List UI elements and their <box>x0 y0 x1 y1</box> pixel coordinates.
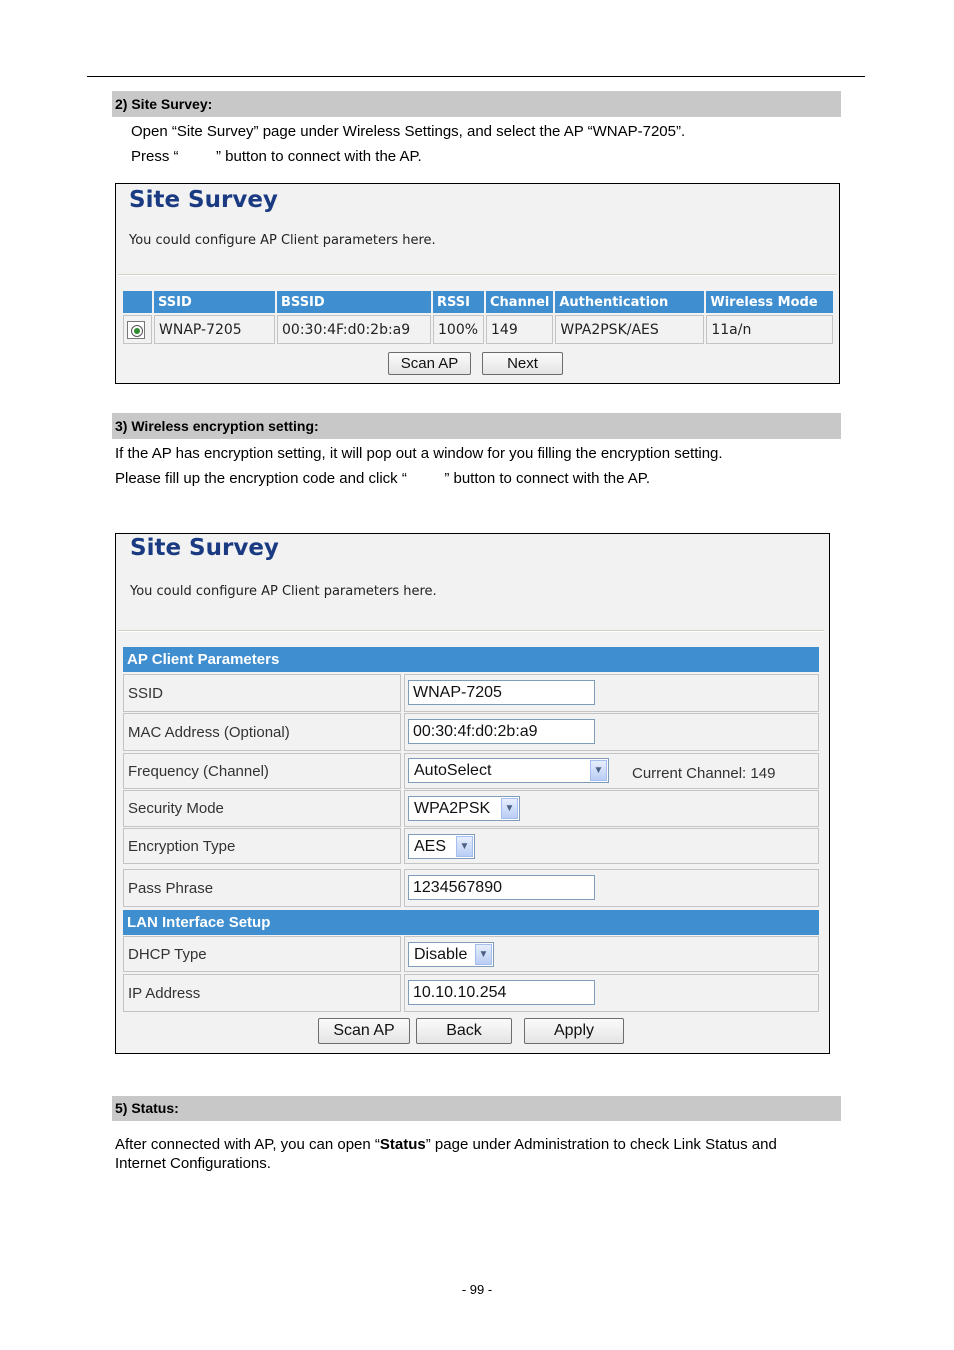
ssid-value-cell <box>404 674 819 712</box>
pass-phrase-value-cell <box>404 869 819 907</box>
column-header-wireless-mode: Wireless Mode <box>706 291 833 313</box>
security-mode-select[interactable] <box>408 796 520 821</box>
mac-address-input[interactable]: 00:30:4f:d0:2b:a9 <box>408 719 595 744</box>
chevron-down-icon[interactable]: ▼ <box>501 798 518 819</box>
section-heading-status: 5) Status: <box>112 1096 841 1121</box>
next-button[interactable]: Next <box>482 352 563 375</box>
ip-address-row <box>123 974 819 1012</box>
encryption-type-value-cell <box>404 828 819 864</box>
ip-address-value-cell <box>404 974 819 1012</box>
encryption-text-2: Please fill up the encryption code and click “ ” button to connect with the AP. <box>115 470 651 487</box>
ip-address-label: IP Address <box>123 974 401 1012</box>
panel-description: You could configure AP Client parameters here. <box>130 584 437 599</box>
back-button[interactable]: Back <box>416 1018 512 1044</box>
ssid-input[interactable]: WNAP-7205 <box>408 680 595 705</box>
cell-bssid: 00:30:4F:d0:2b:a9 <box>277 315 431 344</box>
dhcp-type-select[interactable] <box>408 942 494 967</box>
chevron-down-icon[interactable]: ▼ <box>590 760 607 781</box>
dhcp-type-row <box>123 936 819 972</box>
ssid-row <box>123 674 819 712</box>
site-survey-panel <box>115 183 840 384</box>
column-header-rssi: RSSI <box>433 291 484 313</box>
column-header-bssid: BSSID <box>277 291 431 313</box>
panel-title: Site Survey <box>130 535 279 561</box>
scan-ap-button[interactable]: Scan AP <box>388 352 471 375</box>
encryption-type-select[interactable] <box>408 834 475 859</box>
column-header-ssid: SSID <box>154 291 275 313</box>
column-header-channel: Channel <box>486 291 553 313</box>
encryption-type-selected-value: AES <box>414 838 447 855</box>
dhcp-type-value-cell <box>404 936 819 972</box>
lan-interface-setup-header: LAN Interface Setup <box>123 910 819 935</box>
cell-authentication: WPA2PSK/AES <box>555 315 704 344</box>
security-mode-label: Security Mode <box>123 790 401 827</box>
frequency-select[interactable] <box>408 758 609 783</box>
row-select-cell[interactable] <box>123 315 152 344</box>
status-text-post: ” page under Administration to check Link Status and <box>425 1136 777 1153</box>
table-header-row <box>123 291 833 313</box>
site-survey-text-1: Open “Site Survey” page under Wireless Settings, and select the AP “WNAP-7205”. <box>131 123 686 140</box>
chevron-down-icon[interactable]: ▼ <box>475 944 492 965</box>
dhcp-type-selected-value: Disable <box>414 946 468 963</box>
ip-address-input[interactable]: 10.10.10.254 <box>408 980 595 1005</box>
encryption-text-1: If the AP has encryption setting, it will pop out a window for you filling the encryption setting. <box>115 445 723 462</box>
pass-phrase-input[interactable]: 1234567890 <box>408 875 595 900</box>
panel-title: Site Survey <box>129 187 278 213</box>
scan-ap-button[interactable]: Scan AP <box>318 1018 410 1044</box>
panel-description: You could configure AP Client parameters here. <box>129 233 436 248</box>
ap-client-parameters-header: AP Client Parameters <box>123 647 819 672</box>
radio-selected-icon[interactable] <box>127 321 145 339</box>
encryption-type-label: Encryption Type <box>123 828 401 864</box>
apply-button[interactable]: Apply <box>524 1018 624 1044</box>
mac-label: MAC Address (Optional) <box>123 713 401 751</box>
security-mode-row <box>123 790 819 827</box>
status-text-bold: Status <box>379 1136 426 1153</box>
table-row[interactable] <box>123 315 833 344</box>
current-channel-text: Current Channel: 149 <box>632 765 776 782</box>
frequency-row <box>123 753 819 789</box>
pass-phrase-row <box>123 869 819 907</box>
frequency-selected-value: AutoSelect <box>414 762 492 779</box>
cell-rssi: 100% <box>433 315 484 344</box>
panel-divider <box>118 630 824 632</box>
ssid-label: SSID <box>123 674 401 712</box>
panel-divider <box>118 274 837 276</box>
frequency-value-cell <box>404 753 819 789</box>
site-survey-text-2: Press “ ” button to connect with the AP. <box>131 148 422 165</box>
section-heading-encryption: 3) Wireless encryption setting: <box>112 413 841 439</box>
page-number: - 99 - <box>461 1282 493 1297</box>
status-text-1 <box>115 1136 777 1154</box>
frequency-label: Frequency (Channel) <box>123 753 401 789</box>
chevron-down-icon[interactable]: ▼ <box>456 836 473 857</box>
encryption-type-row <box>123 828 819 864</box>
column-header-authentication: Authentication <box>555 291 704 313</box>
section-heading-site-survey: 2) Site Survey: <box>112 91 841 117</box>
dhcp-type-label: DHCP Type <box>123 936 401 972</box>
security-mode-value-cell <box>404 790 819 827</box>
status-text-2: Internet Configurations. <box>115 1155 271 1172</box>
cell-channel: 149 <box>486 315 553 344</box>
ap-list-table <box>121 289 835 346</box>
mac-value-cell <box>404 713 819 751</box>
security-mode-selected-value: WPA2PSK <box>414 800 491 817</box>
cell-ssid: WNAP-7205 <box>154 315 275 344</box>
status-text-pre: After connected with AP, you can open “ <box>115 1136 380 1153</box>
mac-row <box>123 713 819 751</box>
pass-phrase-label: Pass Phrase <box>123 869 401 907</box>
select-column-header <box>123 291 152 313</box>
header-rule <box>87 76 865 77</box>
cell-wireless-mode: 11a/n <box>706 315 833 344</box>
